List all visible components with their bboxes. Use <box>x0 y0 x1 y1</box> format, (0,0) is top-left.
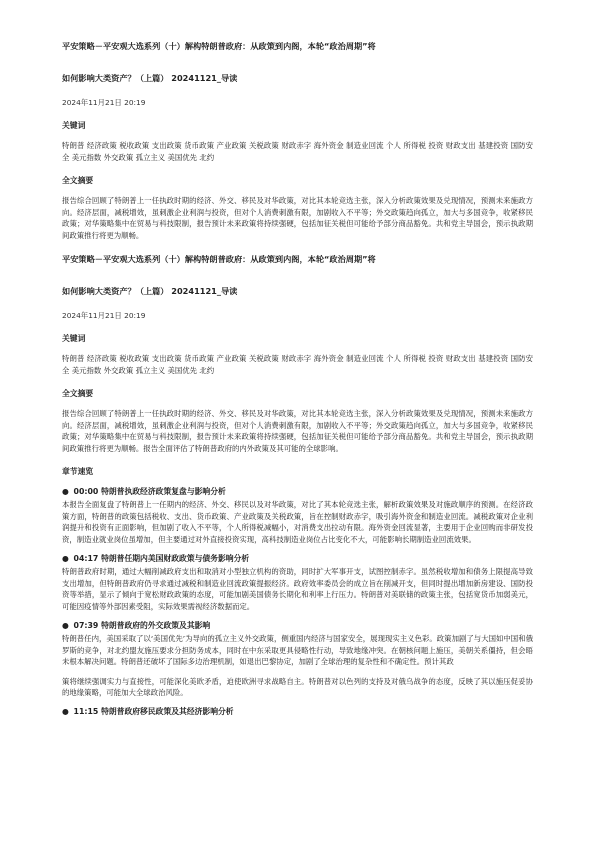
keywords-heading-2: 关键词 <box>62 334 86 344</box>
bullet-icon: ● <box>62 487 69 497</box>
summary-heading-2: 全文摘要 <box>62 389 94 399</box>
report-title-2 <box>62 253 533 298</box>
chapter-item <box>62 553 533 612</box>
report-title-line-1: 平安策略－平安观大选系列（十）解构特朗普政府：从政策到内阁，本轮“政治周期”将 <box>62 254 376 265</box>
summary-text-1: 报告综合回顾了特朗普上一任执政时期的经济、外交、移民及对华政策，对比其本轮竞选主张，深入分析政策效果及兑现情况，预测未来施政方向。经济层面，减税增效，虽刺激企业利润与投资，但对个人消费刺激有限，加剧收入不平等；外交政策趋向孤立，加大与多国竞争，收紧移民政策；对华策略集中在贸易与科技限制，报告预计未来政策将持续强硬，包括加征关税但可能给予部分商品豁免。共和党主导国会，预示执政期间政策推行将更为顺畅。 <box>62 196 533 240</box>
report-title-line-2: 如何影响大类资产？（上篇） 20241121_导读 <box>62 286 238 297</box>
chapter-title <box>62 620 533 632</box>
report-title-line-1: 平安策略－平安观大选系列（十）解构特朗普政府：从政策到内阁，本轮“政治周期”将 <box>62 41 376 51</box>
chapter-title <box>62 486 533 498</box>
keywords-list-2: 特朗普 经济政策 税收政策 支出政策 货币政策 产业政策 关税政策 财政赤字 海外资金 制造业回流 个人 所得税 投资 财政支出 基建投资 国防安全 美元指数 外交政策 孤立主义 美国优先 北约 <box>62 354 533 375</box>
chapters-heading: 章节速览 <box>62 467 94 477</box>
summary-heading-1: 全文摘要 <box>62 176 94 186</box>
chapter-item <box>62 706 533 718</box>
chapter-title-text: 04:17 特朗普任期内美国财政政策与债务影响分析 <box>73 554 250 564</box>
chapter-title <box>62 553 533 565</box>
chapter-text-continued: 策将继续强调实力与直接性，可能深化美欧矛盾，迫使欧洲寻求战略自主。特朗普对以色列的支持及对俄乌战争的态度，反映了其以施压促妥协的地缘策略，可能加大全球政治风险。 <box>62 676 533 697</box>
chapter-text: 特朗普任内，美国采取了以‘美国优先’为导向的孤立主义外交政策，侧重国内经济与国家安全，展现现实主义色彩。政策加剧了与大国如中国和俄罗斯的竞争，对北约盟友施压要求分担防务成本，同时在中东采取更具侵略性行动，导致地缘冲突。在朝核问题上施压，美朝关系僵持，但会晤未根本解决问题。特朗普还破坏了国际多边治理机制，如退出巴黎协定，加剧了全球治理的复杂性和不确定性。预计其政 <box>62 634 533 667</box>
report-title-1 <box>62 40 533 85</box>
chapter-title-text: 00:00 特朗普执政经济政策复盘与影响分析 <box>73 487 226 497</box>
bullet-icon: ● <box>62 707 69 717</box>
chapter-text: 特朗普政府时期，通过大幅削减政府支出和取消对小型独立机构的资助，同时扩大军事开支，试图控制赤字。虽然税收增加和债务上限提高导致支出增加，但特朗普政府仍寻求通过减税和制造业回流政策提振经济。政府效率委员会的成立旨在削减开支，但同时提出增加新房建设、国防投资等举措，显示了倾向于宽松财政政策的态度，可能加剧美国债务长期化和利率上行压力。特朗普对美联储的政策主张，包括宽货币加弱美元，可能因疫情等外部因素受阻，实际效果需视经济数据而定。 <box>62 567 533 611</box>
chapter-title-text: 11:15 特朗普政府移民政策及其经济影响分析 <box>73 707 234 717</box>
report-date-2: 2024年11月21日 20:19 <box>62 310 146 320</box>
chapter-item <box>62 620 533 698</box>
report-date-1: 2024年11月21日 20:19 <box>62 97 146 107</box>
bullet-icon: ● <box>62 621 69 631</box>
keywords-list-1: 特朗普 经济政策 税收政策 支出政策 货币政策 产业政策 关税政策 财政赤字 海外资金 制造业回流 个人 所得税 投资 财政支出 基建投资 国防安全 美元指数 外交政策 孤立主义 美国优先 北约 <box>62 141 533 162</box>
bullet-icon: ● <box>62 554 69 564</box>
chapter-title <box>62 706 533 718</box>
chapter-title-text: 07:39 特朗普政府的外交政策及其影响 <box>73 621 211 631</box>
summary-text-2: 报告综合回顾了特朗普上一任执政时期的经济、外交、移民及对华政策，对比其本轮竞选主张，深入分析政策效果及兑现情况，预测未来施政方向。经济层面，减税增效，虽刺激企业利润与投资，但对个人消费刺激有限，加剧收入不平等；外交政策趋向孤立，加大与多国竞争，收紧移民政策；对华策略集中在贸易与科技限制，报告预计未来政策将持续强硬，包括加征关税但可能给予部分商品豁免。共和党主导国会，预示执政期间政策推行将更为顺畅。报告全面评估了特朗普政府的内外政策及其可能的全球影响。 <box>62 409 533 453</box>
keywords-heading-1: 关键词 <box>62 121 86 131</box>
chapter-item <box>62 486 533 545</box>
report-title-line-2: 如何影响大类资产？（上篇） 20241121_导读 <box>62 73 238 84</box>
chapter-text: 本报告全面复盘了特朗普上一任期内的经济、外交、移民以及对华政策，对比了其本轮竞选主张，解析政策效果及对施政顺序的预测。在经济政策方面，特朗普的政策包括税收、支出、货币政策、产业政策及关税政策，旨在控制财政赤字，吸引海外资金和制造业回流。减税政策对企业利润提升和投资有正面影响，但加剧了收入不平等，个人所得税减幅小，对消费支出拉动有限。海外资金回流显著，主要用于企业回购而非研发投资，制造业就业岗位虽增加，但主要通过对外直接投资实现，高科技制造业岗位占比变化不大，可能影响长期制造业回流效果。 <box>62 500 533 544</box>
